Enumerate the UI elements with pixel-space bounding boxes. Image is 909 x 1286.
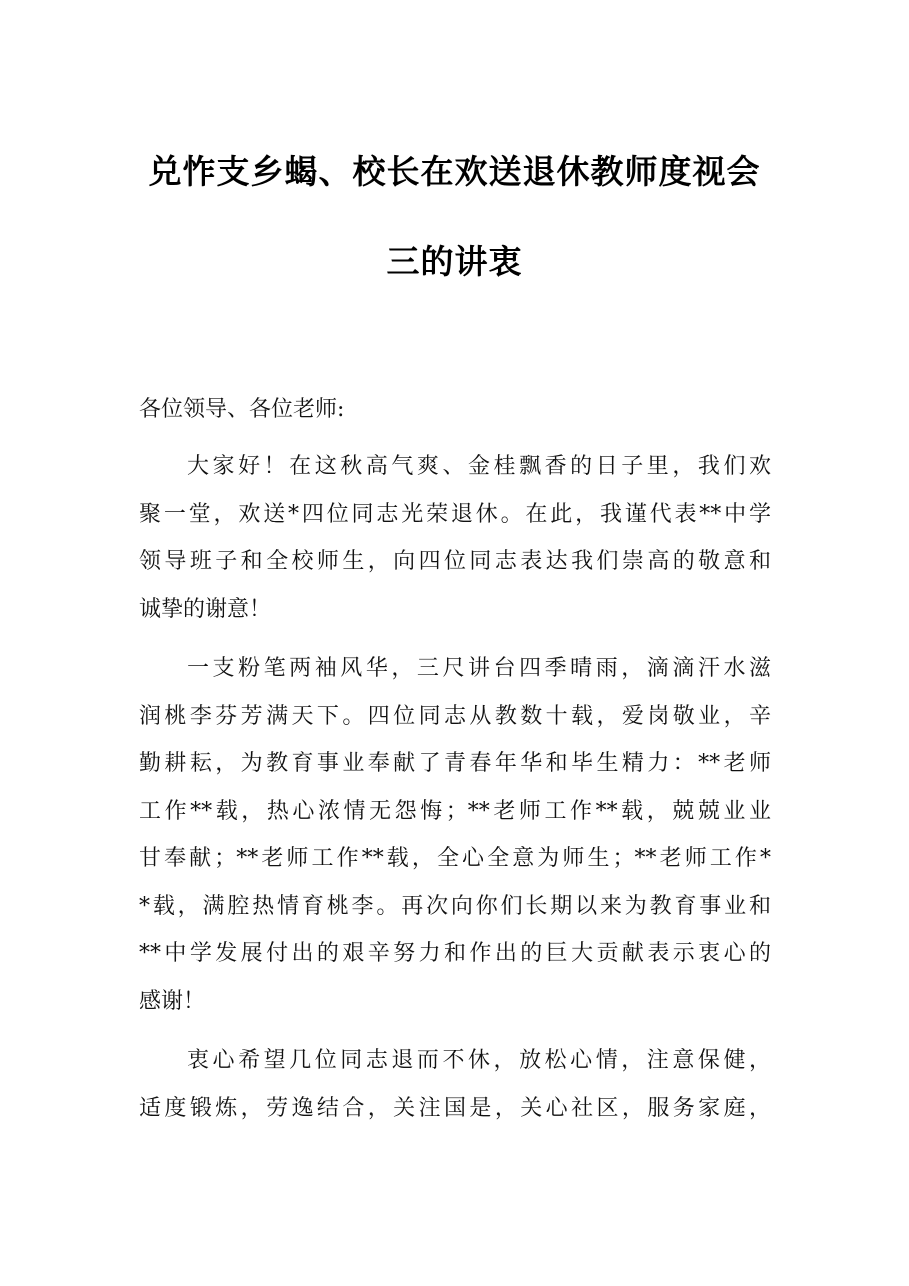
greeting: 各位领导、各位老师: [139, 397, 345, 422]
paragraph-2 [139, 645, 771, 1025]
paragraph-line: 甘奉献；**老师工作**载，全心全意为师生；**老师工作* [139, 846, 771, 871]
paragraph-line: 勤耕耘，为教育事业奉献了青春年华和毕生精力：**老师 [139, 751, 771, 776]
paragraph-line: 润桃李芬芳满天下。四位同志从教数十载，爱岗敬业，辛 [139, 703, 771, 729]
paragraph-line: 聚一堂，欢送*四位同志光荣退休。在此，我谨代表**中学 [139, 501, 771, 527]
paragraph-line: 感谢！ [139, 988, 206, 1014]
paragraph-line: 领导班子和全校师生，向四位同志表达我们崇高的敬意和 [139, 549, 771, 574]
paragraph-3 [139, 1037, 771, 1132]
paragraph-line: 大家好！在这秋高气爽、金桂飘香的日子里，我们欢 [187, 454, 771, 479]
paragraph-line: 衷心希望几位同志退而不休，放松心情，注意保健， [187, 1048, 771, 1073]
paragraph-1 [139, 443, 771, 633]
paragraph-line: **中学发展付出的艰辛努力和作出的巨大贡献表示衷心的 [139, 941, 771, 966]
document-title-line-1: 兑怍支乡蝎、校长在欢送退休教师度视会 [148, 152, 761, 191]
paragraph-line: 适度锻炼，劳逸结合，关注国是，关心社区，服务家庭， [139, 1095, 771, 1121]
paragraph-line: 诚挚的谢意！ [139, 596, 272, 622]
paragraph-line: *载，满腔热情育桃李。再次向你们长期以来为教育事业和 [139, 893, 771, 919]
document-title-line-2: 三的讲衷 [386, 242, 523, 281]
paragraph-line: 工作**载，热心浓情无怨悔；**老师工作**载，兢兢业业 [139, 798, 771, 824]
paragraph-line: 一支粉笔两袖风华，三尺讲台四季晴雨，滴滴汗水滋 [187, 656, 771, 681]
